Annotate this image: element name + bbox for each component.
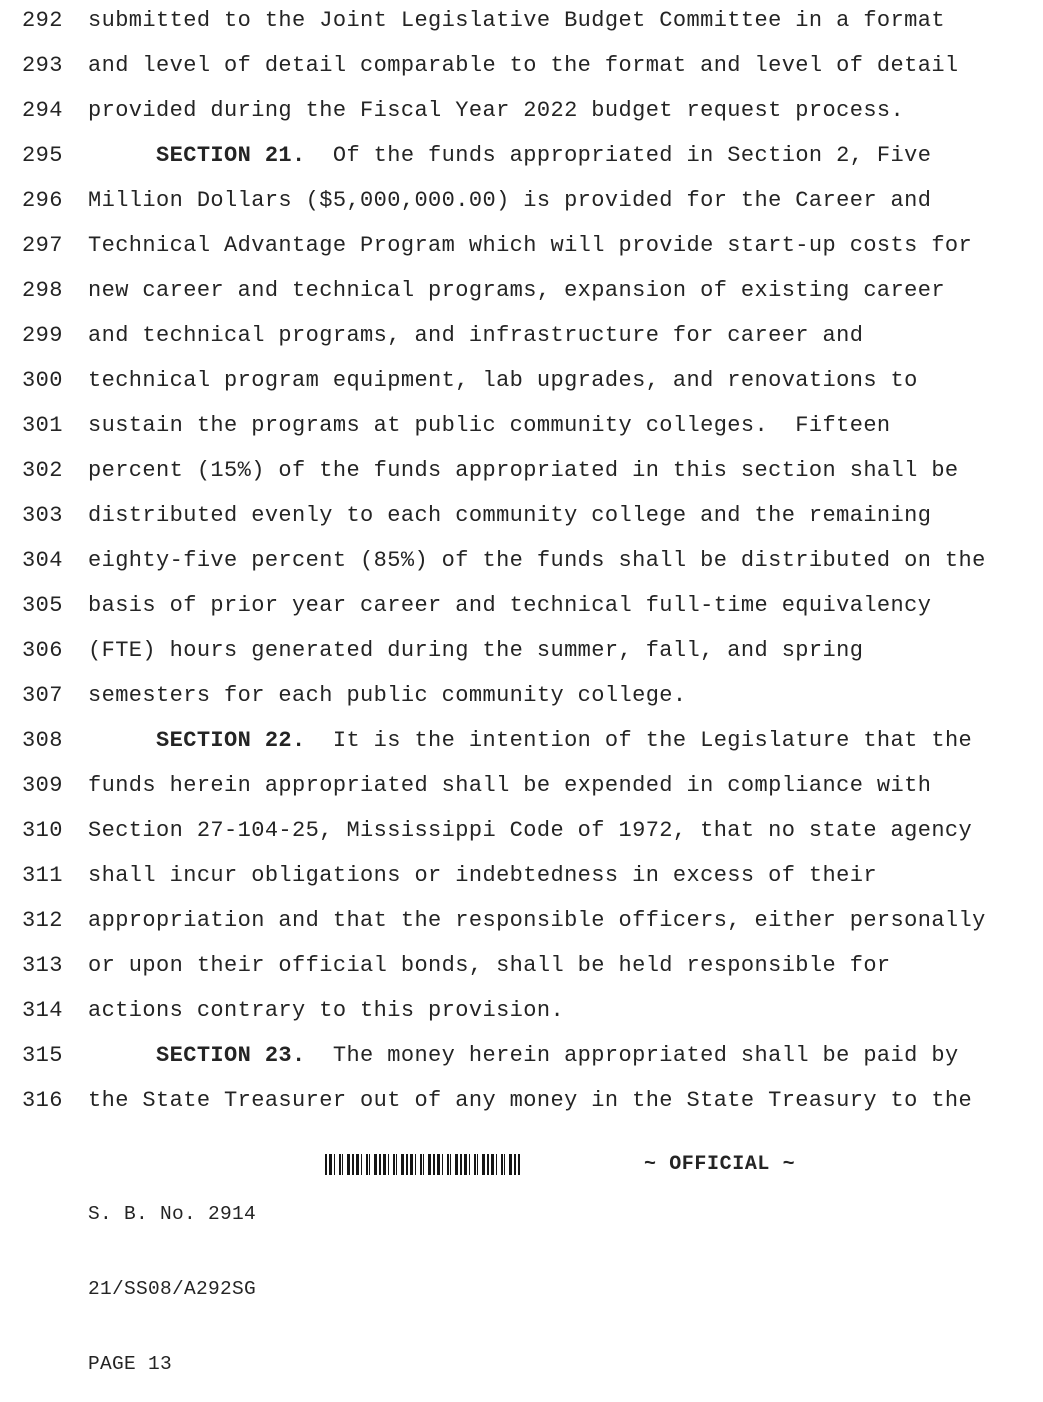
line-text: Million Dollars ($5,000,000.00) is provided for the Career and <box>88 188 932 213</box>
line-number: 306 <box>22 638 63 663</box>
text-line <box>0 953 1043 998</box>
text-line <box>0 908 1043 953</box>
line-number: 307 <box>22 683 63 708</box>
line-text: and technical programs, and infrastructure for career and <box>88 323 864 348</box>
line-text: Technical Advantage Program which will provide start-up costs for <box>88 233 973 258</box>
line-number: 315 <box>22 1043 63 1068</box>
line-number: 310 <box>22 818 63 843</box>
line-number: 293 <box>22 53 63 78</box>
line-text: and level of detail comparable to the format and level of detail <box>88 53 959 78</box>
text-line <box>0 548 1043 593</box>
line-number: 314 <box>22 998 63 1023</box>
line-text: actions contrary to this provision. <box>88 998 565 1023</box>
official-stamp: ~ OFFICIAL ~ <box>644 1153 796 1176</box>
line-number: 304 <box>22 548 63 573</box>
text-line <box>0 593 1043 638</box>
line-text: SECTION 23. The money herein appropriated shall be paid by <box>156 1043 959 1068</box>
line-number: 311 <box>22 863 63 888</box>
line-text: Section 27-104-25, Mississippi Code of 1972, that no state agency <box>88 818 973 843</box>
line-number: 302 <box>22 458 63 483</box>
line-text: or upon their official bonds, shall be held responsible for <box>88 953 891 978</box>
text-line <box>0 773 1043 818</box>
line-number: 299 <box>22 323 63 348</box>
line-text: the State Treasurer out of any money in the State Treasury to the <box>88 1088 973 1113</box>
text-line <box>0 323 1043 368</box>
text-line <box>0 188 1043 233</box>
page-label: PAGE 13 <box>88 1353 173 1375</box>
line-text: sustain the programs at public community colleges. Fifteen <box>88 413 891 438</box>
line-text: distributed evenly to each community college and the remaining <box>88 503 932 528</box>
page-footer <box>88 1152 256 1402</box>
line-number: 292 <box>22 8 63 33</box>
text-line <box>0 503 1043 548</box>
text-line <box>0 638 1043 683</box>
bill-number: S. B. No. 2914 <box>88 1203 257 1225</box>
line-number: 298 <box>22 278 63 303</box>
text-line <box>0 278 1043 323</box>
line-number: 303 <box>22 503 63 528</box>
line-text: percent (15%) of the funds appropriated in this section shall be <box>88 458 959 483</box>
text-line <box>0 1088 1043 1133</box>
text-line <box>0 8 1043 53</box>
text-line <box>0 233 1043 278</box>
line-text: SECTION 21. Of the funds appropriated in Section 2, Five <box>156 143 932 168</box>
line-number: 296 <box>22 188 63 213</box>
text-line <box>0 53 1043 98</box>
line-number: 305 <box>22 593 63 618</box>
line-number: 313 <box>22 953 63 978</box>
line-text: (FTE) hours generated during the summer, fall, and spring <box>88 638 864 663</box>
section-heading: SECTION 22. <box>156 728 306 753</box>
text-line <box>0 143 1043 188</box>
text-line <box>0 98 1043 143</box>
line-text: shall incur obligations or indebtedness in excess of their <box>88 863 877 888</box>
line-text: funds herein appropriated shall be expended in compliance with <box>88 773 932 798</box>
document-lines <box>0 8 1043 1133</box>
line-text: technical program equipment, lab upgrades, and renovations to <box>88 368 918 393</box>
line-number: 301 <box>22 413 63 438</box>
section-heading: SECTION 21. <box>156 143 306 168</box>
barcode-icon <box>325 1154 520 1175</box>
line-text: semesters for each public community college. <box>88 683 687 708</box>
line-number: 297 <box>22 233 63 258</box>
line-number: 312 <box>22 908 63 933</box>
line-number: 309 <box>22 773 63 798</box>
text-line <box>0 1043 1043 1088</box>
text-line <box>0 728 1043 773</box>
line-text: eighty-five percent (85%) of the funds shall be distributed on the <box>88 548 986 573</box>
line-number: 316 <box>22 1088 63 1113</box>
text-line <box>0 998 1043 1043</box>
text-line <box>0 683 1043 728</box>
text-line <box>0 368 1043 413</box>
line-text: new career and technical programs, expansion of existing career <box>88 278 945 303</box>
text-line <box>0 413 1043 458</box>
line-text: provided during the Fiscal Year 2022 budget request process. <box>88 98 905 123</box>
line-text: submitted to the Joint Legislative Budget Committee in a format <box>88 8 945 33</box>
line-number: 308 <box>22 728 63 753</box>
line-text: basis of prior year career and technical full-time equivalency <box>88 593 932 618</box>
reference-code: 21/SS08/A292SG <box>88 1278 257 1300</box>
line-number: 295 <box>22 143 63 168</box>
text-line <box>0 818 1043 863</box>
text-line <box>0 863 1043 908</box>
section-heading: SECTION 23. <box>156 1043 306 1068</box>
text-line <box>0 458 1043 503</box>
line-text: appropriation and that the responsible officers, either personally <box>88 908 986 933</box>
line-text: SECTION 22. It is the intention of the Legislature that the <box>156 728 973 753</box>
line-number: 294 <box>22 98 63 123</box>
line-number: 300 <box>22 368 63 393</box>
